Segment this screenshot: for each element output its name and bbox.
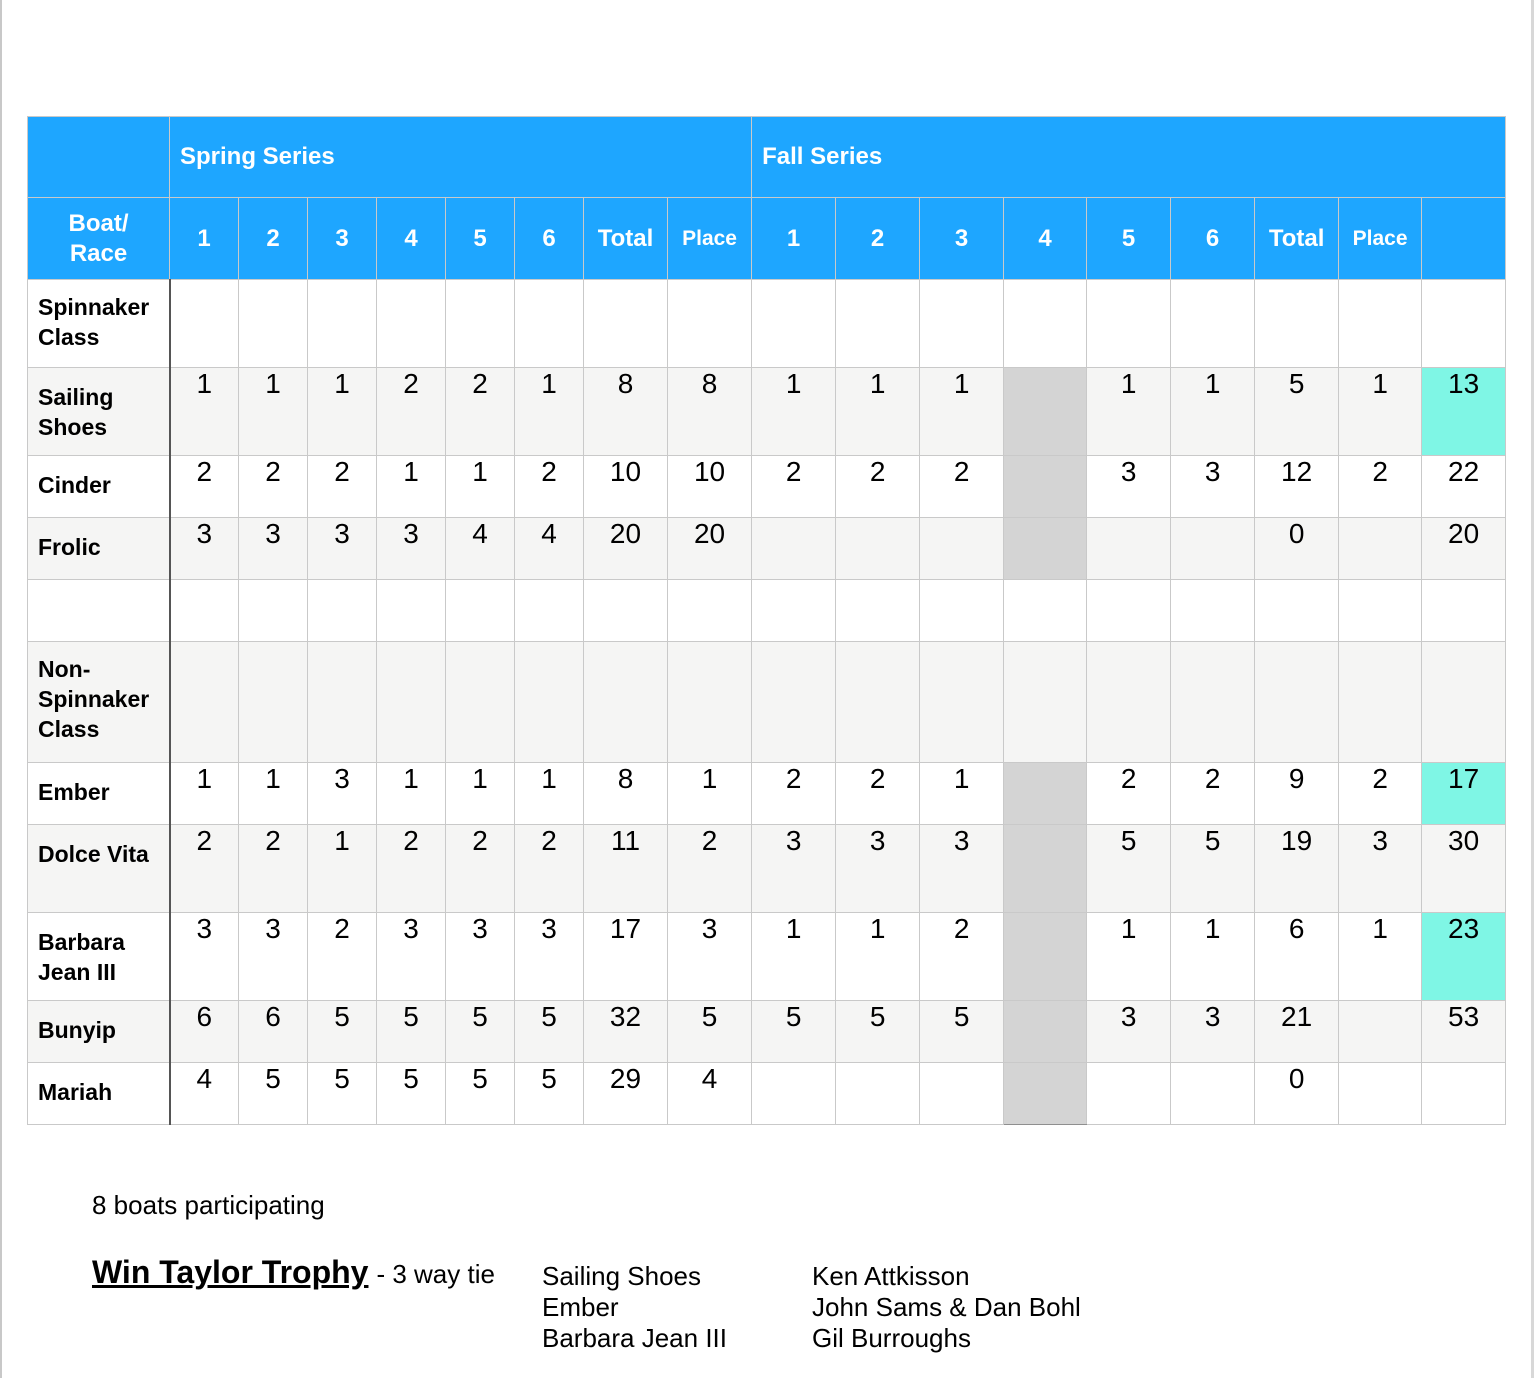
results-body (28, 280, 1506, 1125)
trophy-heading (92, 1254, 495, 1291)
empty-cell (668, 280, 752, 368)
spring-race-score: 1 (239, 763, 308, 825)
spring-race-score: 2 (377, 368, 446, 456)
boat-name-line: Jean III (38, 959, 116, 985)
spring-col-header: 1 (170, 198, 239, 280)
fall-race-score: 1 (920, 368, 1004, 456)
fall-race-score: 1 (920, 763, 1004, 825)
spring-race-score: 2 (308, 456, 377, 518)
empty-cell (239, 580, 308, 642)
empty-cell (239, 642, 308, 763)
fall-race-score (1171, 1063, 1255, 1125)
spring-race-score: 1 (170, 368, 239, 456)
fall-race-score (1004, 518, 1087, 580)
spring-place: 3 (668, 913, 752, 1001)
boat-row (28, 1063, 1506, 1125)
fall-race-score: 3 (1171, 1001, 1255, 1063)
fall-total: 12 (1255, 456, 1339, 518)
spring-race-score: 1 (308, 368, 377, 456)
spring-race-score: 5 (446, 1001, 515, 1063)
empty-cell (170, 280, 239, 368)
class-section-label-line: Spinnaker (38, 294, 150, 320)
grand-total: 30 (1422, 825, 1506, 913)
spring-place: 4 (668, 1063, 752, 1125)
empty-cell (584, 280, 668, 368)
spring-race-score: 2 (239, 456, 308, 518)
spring-place: 8 (668, 368, 752, 456)
grand-total: 23 (1422, 913, 1506, 1001)
spring-race-score: 3 (170, 518, 239, 580)
empty-cell (836, 642, 920, 763)
spring-col-header: 5 (446, 198, 515, 280)
fall-race-score: 3 (752, 825, 836, 913)
class-section-label-line: Class (38, 324, 100, 350)
fall-race-score: 2 (836, 456, 920, 518)
fall-race-score: 3 (836, 825, 920, 913)
spacer-row (28, 580, 1506, 642)
fall-race-score (920, 1063, 1004, 1125)
spring-place: 5 (668, 1001, 752, 1063)
empty-cell (308, 280, 377, 368)
fall-col-header: 6 (1171, 198, 1255, 280)
boat-name-line: Dolce Vita (38, 841, 149, 867)
empty-cell (1339, 280, 1422, 368)
spring-race-score: 6 (170, 1001, 239, 1063)
boat-name (28, 518, 170, 580)
fall-place-header: Place (1339, 198, 1422, 280)
empty-cell (308, 642, 377, 763)
empty-cell (752, 642, 836, 763)
fall-race-score: 5 (920, 1001, 1004, 1063)
spring-race-score: 3 (170, 913, 239, 1001)
empty-cell (239, 280, 308, 368)
empty-cell (584, 580, 668, 642)
fall-race-score (1004, 1063, 1087, 1125)
class-section-row (28, 280, 1506, 368)
empty-cell (1339, 642, 1422, 763)
fall-place: 1 (1339, 368, 1422, 456)
boat-name-line: Bunyip (38, 1017, 116, 1043)
spring-total: 8 (584, 368, 668, 456)
empty-cell (1087, 280, 1171, 368)
empty-cell (377, 642, 446, 763)
page-left-edge (0, 0, 2, 1378)
spring-race-score: 1 (515, 763, 584, 825)
boat-name (28, 1063, 170, 1125)
empty-cell (752, 280, 836, 368)
boat-row (28, 825, 1506, 913)
fall-total: 9 (1255, 763, 1339, 825)
spring-race-score: 1 (446, 456, 515, 518)
spring-race-score: 2 (515, 825, 584, 913)
spring-race-score: 2 (377, 825, 446, 913)
fall-place (1339, 1063, 1422, 1125)
spring-col-header: 3 (308, 198, 377, 280)
spring-place: 1 (668, 763, 752, 825)
fall-race-score (1171, 518, 1255, 580)
empty-cell (920, 280, 1004, 368)
spring-race-score: 6 (239, 1001, 308, 1063)
class-section-row (28, 642, 1506, 763)
winner-skipper: John Sams & Dan Bohl (812, 1292, 1081, 1322)
spring-total: 10 (584, 456, 668, 518)
empty-cell (836, 280, 920, 368)
spring-race-score: 5 (308, 1063, 377, 1125)
spring-series-header: Spring Series (170, 117, 752, 198)
grand-total: 22 (1422, 456, 1506, 518)
boat-row (28, 456, 1506, 518)
spring-race-score: 2 (515, 456, 584, 518)
empty-cell (446, 280, 515, 368)
fall-race-score: 1 (1087, 913, 1171, 1001)
fall-race-score: 3 (920, 825, 1004, 913)
empty-cell (752, 580, 836, 642)
spring-col-header: 6 (515, 198, 584, 280)
spring-race-score: 2 (239, 825, 308, 913)
fall-race-score: 5 (1171, 825, 1255, 913)
fall-race-score: 2 (752, 763, 836, 825)
race-header-row (28, 198, 1506, 280)
empty-cell (1339, 580, 1422, 642)
grand-total-header (1422, 198, 1506, 280)
empty-cell (1422, 580, 1506, 642)
fall-col-header: 3 (920, 198, 1004, 280)
fall-total: 19 (1255, 825, 1339, 913)
spring-total: 32 (584, 1001, 668, 1063)
fall-race-score: 3 (1087, 456, 1171, 518)
boat-name-line: Shoes (38, 414, 108, 440)
fall-place: 3 (1339, 825, 1422, 913)
class-section-label-line: Non- (38, 656, 91, 682)
empty-cell (515, 642, 584, 763)
fall-place: 2 (1339, 763, 1422, 825)
spring-race-score: 1 (377, 456, 446, 518)
fall-total: 5 (1255, 368, 1339, 456)
empty-cell (1171, 642, 1255, 763)
empty-cell (668, 580, 752, 642)
empty-cell (1171, 580, 1255, 642)
fall-col-header: 1 (752, 198, 836, 280)
fall-race-score: 1 (836, 913, 920, 1001)
fall-race-score: 5 (752, 1001, 836, 1063)
class-section-label-line: Class (38, 716, 100, 742)
spring-race-score: 3 (308, 763, 377, 825)
spring-race-score: 1 (239, 368, 308, 456)
spring-race-score: 4 (515, 518, 584, 580)
series-header-row (28, 117, 1506, 198)
fall-race-score: 1 (836, 368, 920, 456)
fall-race-score: 1 (1171, 913, 1255, 1001)
fall-race-score: 2 (1171, 763, 1255, 825)
grand-total: 20 (1422, 518, 1506, 580)
spring-col-header: 4 (377, 198, 446, 280)
fall-total: 0 (1255, 518, 1339, 580)
boat-name (28, 825, 170, 913)
boat-name-line: Ember (38, 779, 110, 805)
spring-total: 8 (584, 763, 668, 825)
grand-total: 13 (1422, 368, 1506, 456)
fall-race-score (1004, 368, 1087, 456)
spring-place: 2 (668, 825, 752, 913)
spring-race-score: 3 (377, 518, 446, 580)
corner-cell (28, 117, 170, 198)
boat-row (28, 913, 1506, 1001)
spring-race-score: 1 (308, 825, 377, 913)
boat-name (28, 763, 170, 825)
fall-race-score: 1 (752, 913, 836, 1001)
spring-race-score: 5 (515, 1063, 584, 1125)
boat-race-header (28, 198, 170, 280)
fall-race-score (1004, 763, 1087, 825)
fall-col-header: 4 (1004, 198, 1087, 280)
fall-race-score (752, 1063, 836, 1125)
grand-total: 53 (1422, 1001, 1506, 1063)
winner-boat: Sailing Shoes (542, 1261, 701, 1291)
fall-race-score: 2 (920, 456, 1004, 518)
winner-boats (542, 1261, 727, 1354)
spring-race-score: 2 (170, 825, 239, 913)
empty-cell (170, 580, 239, 642)
results-table (27, 116, 1506, 1125)
empty-cell (1004, 642, 1087, 763)
spring-race-score: 2 (308, 913, 377, 1001)
spring-race-score: 2 (446, 825, 515, 913)
spring-race-score: 5 (515, 1001, 584, 1063)
fall-place (1339, 518, 1422, 580)
empty-cell (308, 580, 377, 642)
boat-row (28, 1001, 1506, 1063)
empty-cell (1422, 642, 1506, 763)
fall-race-score: 1 (752, 368, 836, 456)
spring-total: 11 (584, 825, 668, 913)
fall-series-header: Fall Series (752, 117, 1506, 198)
fall-race-score (920, 518, 1004, 580)
spring-race-score: 3 (239, 913, 308, 1001)
grand-total: 17 (1422, 763, 1506, 825)
grand-total (1422, 1063, 1506, 1125)
empty-name-cell (28, 580, 170, 642)
empty-cell (1004, 580, 1087, 642)
fall-race-score: 1 (1171, 368, 1255, 456)
empty-cell (1171, 280, 1255, 368)
spring-place: 20 (668, 518, 752, 580)
fall-place: 1 (1339, 913, 1422, 1001)
empty-cell (446, 580, 515, 642)
fall-race-score: 2 (752, 456, 836, 518)
boat-row (28, 763, 1506, 825)
empty-cell (446, 642, 515, 763)
spring-place-header: Place (668, 198, 752, 280)
empty-cell (170, 642, 239, 763)
spring-race-score: 1 (377, 763, 446, 825)
empty-cell (1087, 642, 1171, 763)
empty-cell (515, 580, 584, 642)
spring-race-score: 3 (377, 913, 446, 1001)
class-section-label (28, 280, 170, 368)
boat-name (28, 368, 170, 456)
spring-race-score: 5 (377, 1001, 446, 1063)
fall-race-score: 2 (920, 913, 1004, 1001)
spring-race-score: 1 (446, 763, 515, 825)
fall-total: 0 (1255, 1063, 1339, 1125)
fall-race-score (752, 518, 836, 580)
fall-race-score: 5 (836, 1001, 920, 1063)
empty-cell (920, 642, 1004, 763)
fall-place (1339, 1001, 1422, 1063)
fall-race-score: 3 (1171, 456, 1255, 518)
spring-race-score: 1 (170, 763, 239, 825)
empty-cell (1087, 580, 1171, 642)
fall-race-score (836, 518, 920, 580)
boat-name-line: Mariah (38, 1079, 113, 1105)
boat-race-header-line1: Boat/ (68, 209, 129, 237)
boat-name-line: Frolic (38, 534, 101, 560)
empty-cell (668, 642, 752, 763)
fall-total: 6 (1255, 913, 1339, 1001)
spring-total: 29 (584, 1063, 668, 1125)
empty-cell (1255, 280, 1339, 368)
spring-col-header: 2 (239, 198, 308, 280)
empty-cell (377, 280, 446, 368)
winner-skipper: Ken Attkisson (812, 1261, 970, 1291)
fall-race-score (1004, 913, 1087, 1001)
spring-total: 17 (584, 913, 668, 1001)
fall-race-score (1004, 825, 1087, 913)
spring-race-score: 4 (170, 1063, 239, 1125)
fall-race-score (1087, 1063, 1171, 1125)
spring-race-score: 4 (446, 518, 515, 580)
spring-total: 20 (584, 518, 668, 580)
spring-race-score: 1 (515, 368, 584, 456)
spring-race-score: 3 (446, 913, 515, 1001)
trophy-title: Win Taylor Trophy (92, 1254, 369, 1290)
spring-race-score: 3 (515, 913, 584, 1001)
spring-race-score: 5 (377, 1063, 446, 1125)
empty-cell (836, 580, 920, 642)
fall-col-header: 2 (836, 198, 920, 280)
spring-place: 10 (668, 456, 752, 518)
fall-race-score: 2 (836, 763, 920, 825)
class-section-label (28, 642, 170, 763)
boat-row (28, 518, 1506, 580)
boat-name (28, 456, 170, 518)
fall-place: 2 (1339, 456, 1422, 518)
spring-race-score: 2 (170, 456, 239, 518)
empty-cell (1004, 280, 1087, 368)
spring-race-score: 2 (446, 368, 515, 456)
fall-race-score (1004, 456, 1087, 518)
empty-cell (584, 642, 668, 763)
winner-boat: Ember (542, 1292, 619, 1322)
fall-total-header: Total (1255, 198, 1339, 280)
boat-name-line: Sailing (38, 384, 114, 410)
fall-race-score (1004, 1001, 1087, 1063)
fall-total: 21 (1255, 1001, 1339, 1063)
boat-row (28, 368, 1506, 456)
fall-race-score: 5 (1087, 825, 1171, 913)
fall-race-score: 1 (1087, 368, 1171, 456)
fall-race-score (1087, 518, 1171, 580)
boat-name (28, 913, 170, 1001)
spring-race-score: 3 (308, 518, 377, 580)
empty-cell (1255, 580, 1339, 642)
empty-cell (1422, 280, 1506, 368)
spring-race-score: 5 (239, 1063, 308, 1125)
boat-name-line: Cinder (38, 472, 111, 498)
empty-cell (1255, 642, 1339, 763)
fall-race-score (836, 1063, 920, 1125)
spring-race-score: 5 (308, 1001, 377, 1063)
fall-col-header: 5 (1087, 198, 1171, 280)
trophy-subtitle: - 3 way tie (376, 1259, 495, 1289)
fall-race-score: 2 (1087, 763, 1171, 825)
spring-total-header: Total (584, 198, 668, 280)
boat-name (28, 1001, 170, 1063)
empty-cell (920, 580, 1004, 642)
participants-note: 8 boats participating (92, 1190, 325, 1220)
winner-skippers (812, 1261, 1081, 1354)
winner-boat: Barbara Jean III (542, 1323, 727, 1353)
empty-cell (377, 580, 446, 642)
winner-skipper: Gil Burroughs (812, 1323, 971, 1353)
spring-race-score: 5 (446, 1063, 515, 1125)
empty-cell (515, 280, 584, 368)
boat-name-line: Barbara (38, 929, 125, 955)
boat-race-header-line2: Race (69, 239, 128, 267)
class-section-label-line: Spinnaker (38, 686, 150, 712)
spring-race-score: 3 (239, 518, 308, 580)
fall-race-score: 3 (1087, 1001, 1171, 1063)
